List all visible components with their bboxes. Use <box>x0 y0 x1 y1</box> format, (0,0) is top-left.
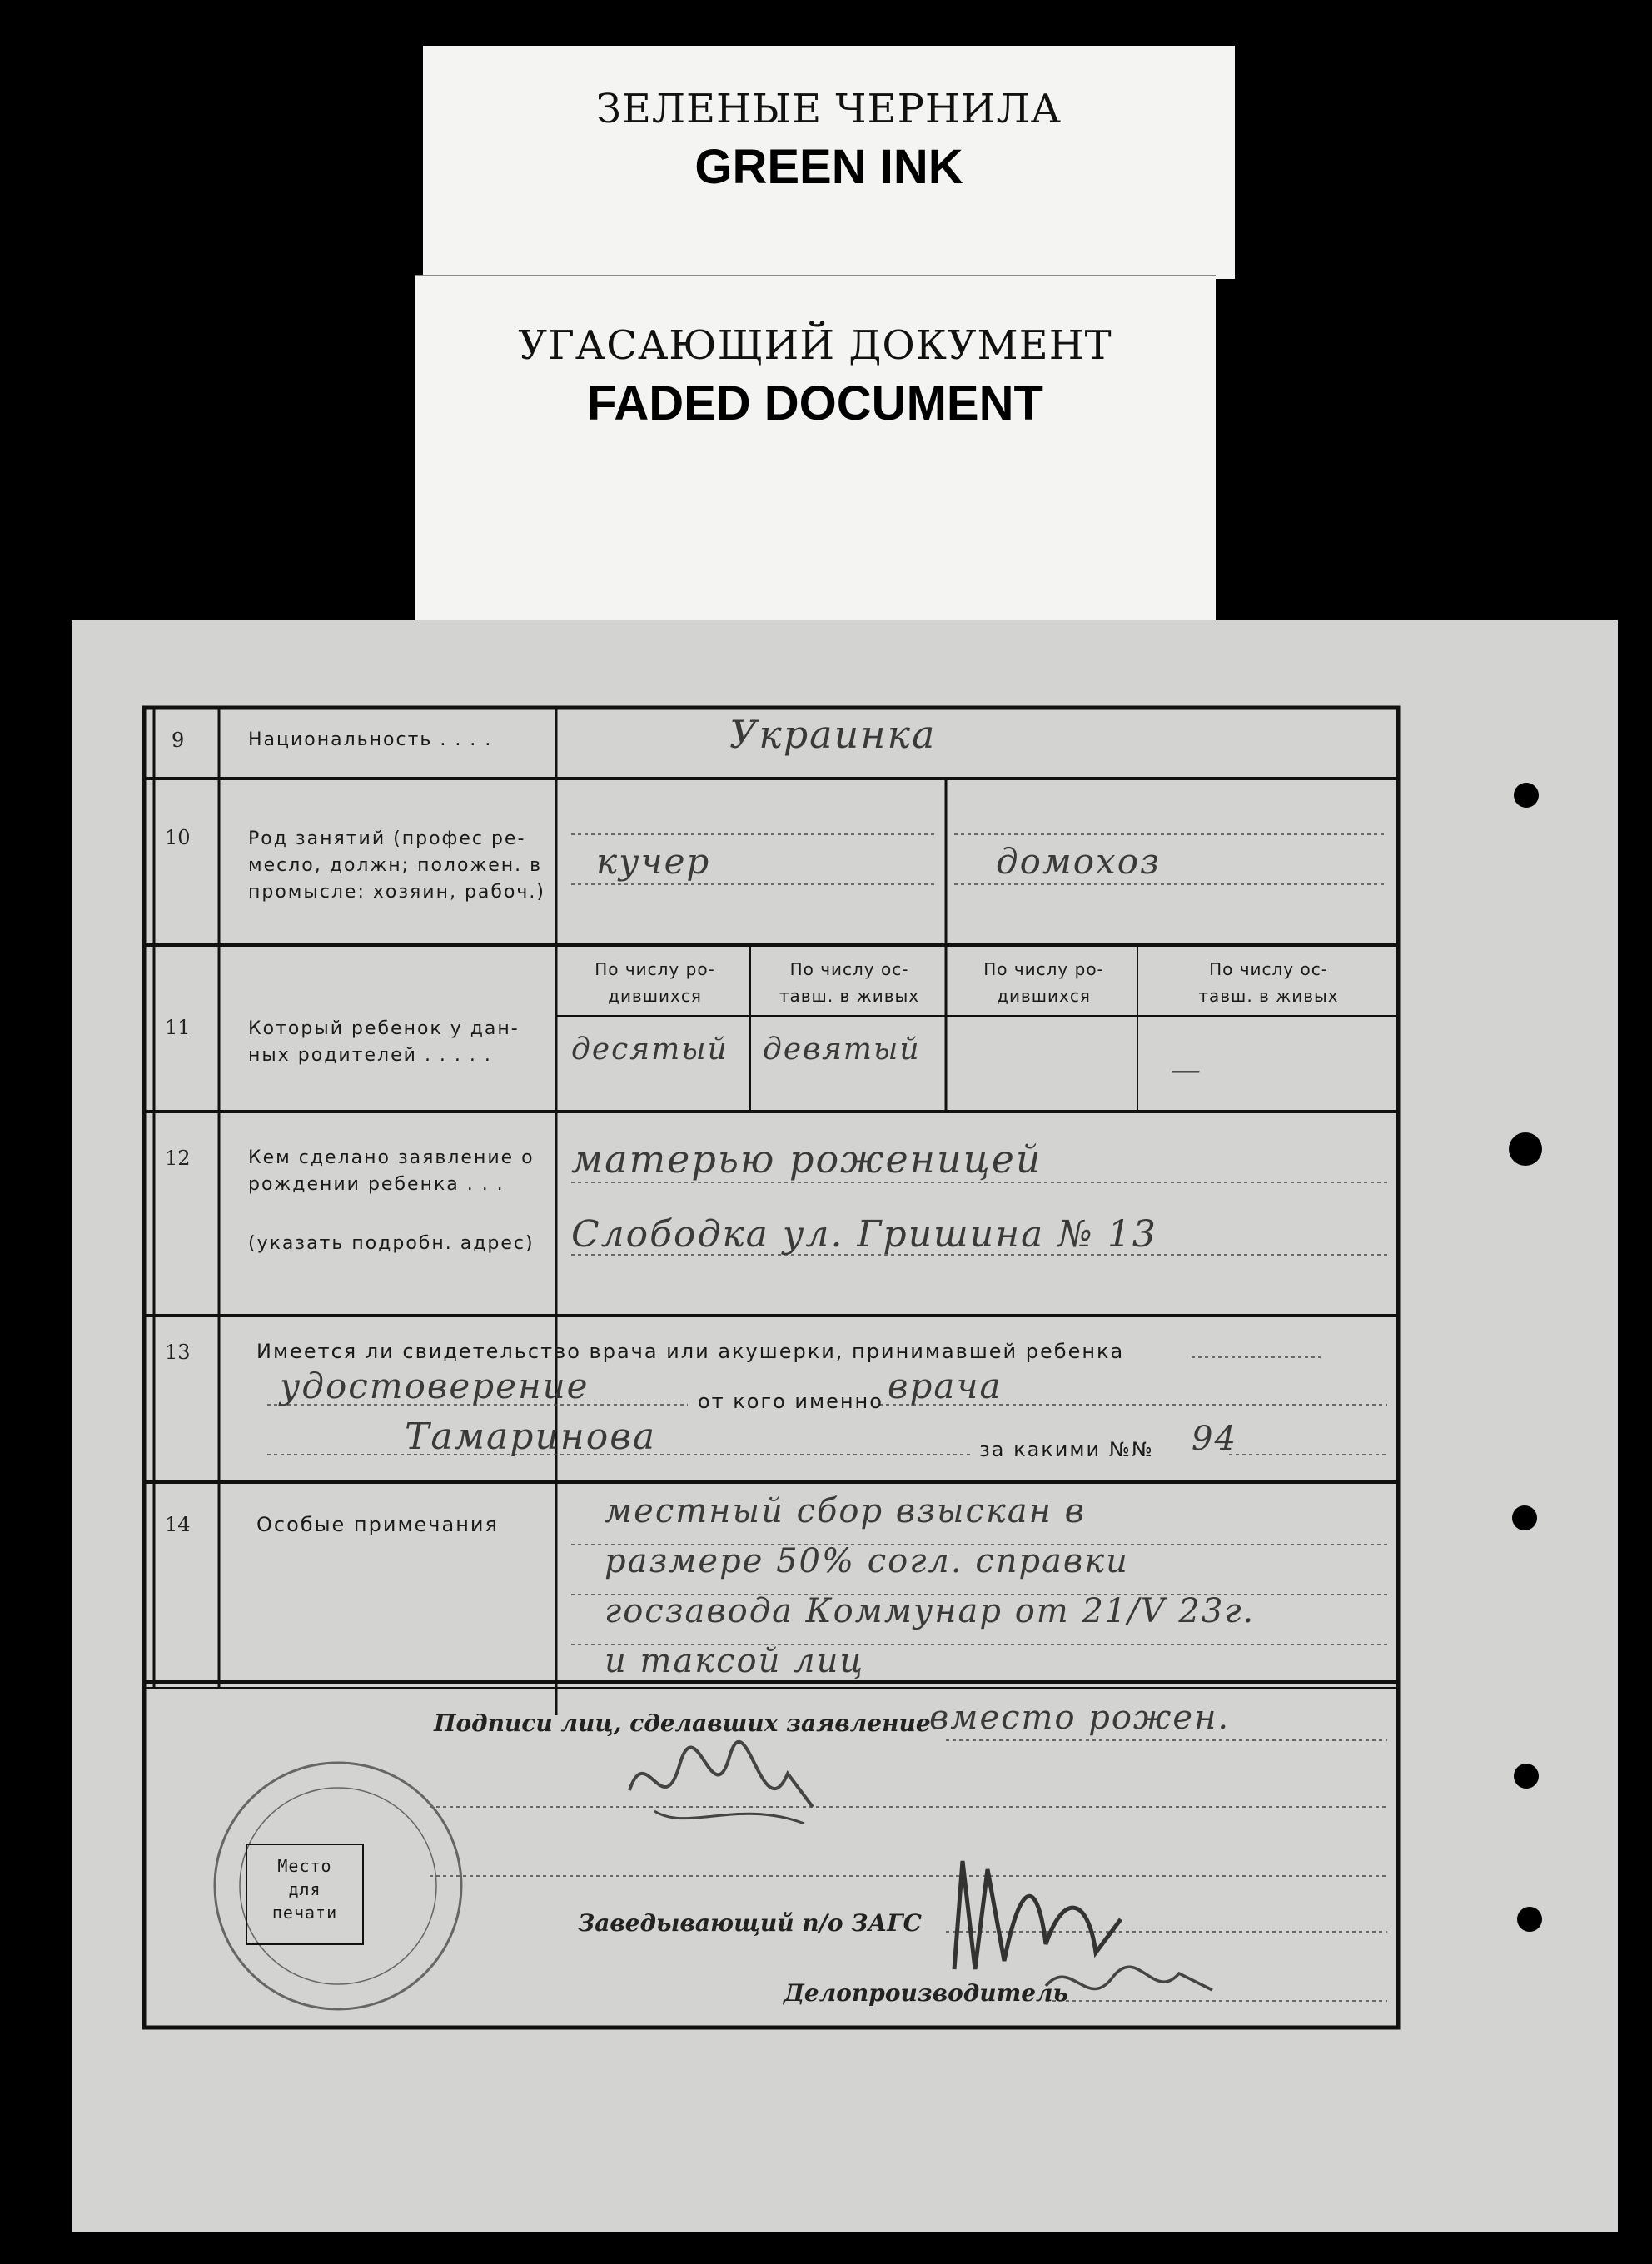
clerk-label: Делопроизводитель <box>784 1979 1069 2007</box>
seal-place-label: Место для печати <box>271 1856 338 1923</box>
certificate-number-value: 94 <box>1192 1420 1237 1458</box>
punch-hole <box>1509 1132 1542 1166</box>
nationality-value: Украинка <box>729 712 937 757</box>
alive-order-value-2: — <box>1171 1053 1202 1087</box>
applicant-signature <box>621 1732 821 1840</box>
remarks-value: местный сбор взыскан в размере 50% согл. справки госзавода Коммунар от 21/V 23г. и таксой лиц <box>605 1492 1256 1680</box>
punch-hole <box>1517 1907 1542 1932</box>
certificate-doctor-name: Тамаринова <box>405 1416 657 1458</box>
green-ink-notice <box>423 46 1235 279</box>
col-header-alive-1: По числу ос- тавш. в живых <box>779 959 920 1006</box>
punch-hole <box>1512 1505 1537 1530</box>
occupation-label: Род занятий (профес ре- месло, должн; положен. в промысле: хозяин, рабоч.) <box>248 828 546 903</box>
certificate-number-label: за какими №№ <box>979 1438 1154 1461</box>
registry-head-label: Заведывающий п/о ЗАГС <box>578 1909 922 1937</box>
address-hint-label: (указать подробн. адрес) <box>248 1233 535 1254</box>
row-number-14: 14 <box>165 1513 191 1536</box>
nationality-label: Национальность . . . . <box>248 729 493 750</box>
punch-hole <box>1514 783 1539 808</box>
declarant-value: матерью роженицей <box>571 1137 1042 1182</box>
clerk-signature <box>1037 1953 1221 2019</box>
row-number-10: 10 <box>165 826 191 849</box>
faded-document-en-label: FADED DOCUMENT <box>587 376 1043 430</box>
punch-hole <box>1514 1764 1539 1789</box>
declarant-address-value: Слободка ул. Гришина № 13 <box>571 1213 1157 1256</box>
col-header-born-2: По числу ро- дившихся <box>983 959 1104 1006</box>
certificate-issuer-value: врача <box>888 1366 1003 1406</box>
green-ink-ru-label: ЗЕЛЕНЫЕ ЧЕРНИЛА <box>596 86 1062 132</box>
certificate-question: Имеется ли свидетельство врача или акушерки, принимавшей ребенка <box>256 1340 1125 1363</box>
row-number-13: 13 <box>165 1341 191 1364</box>
col-header-born-1: По числу ро- дившихся <box>595 959 715 1006</box>
green-ink-en-label: GREEN INK <box>694 140 963 194</box>
remarks-label: Особые примечания <box>256 1513 499 1536</box>
applicant-signatures-label: Подписи лиц, сделавших заявление <box>434 1709 931 1737</box>
row-number-11: 11 <box>165 1016 191 1039</box>
faded-document-ru-label: УГАСАЮЩИЙ ДОКУМЕНТ <box>518 322 1112 369</box>
registry-form-sheet <box>72 620 1618 2232</box>
certificate-from-label: от кого именно <box>698 1390 883 1413</box>
applicant-signature-note: вместо рожен. <box>929 1699 1231 1737</box>
faded-document-notice <box>415 275 1216 626</box>
col-header-alive-2: По числу ос- тавш. в живых <box>1198 959 1339 1006</box>
mother-occupation-value: домохоз <box>996 841 1161 882</box>
row-number-12: 12 <box>165 1147 191 1170</box>
born-order-value: десятый <box>571 1032 729 1067</box>
row-number-9: 9 <box>172 729 185 752</box>
declarant-label: Кем сделано заявление о рождении ребенка . . . <box>248 1147 535 1195</box>
child-order-label: Который ребенок у дан- ных родителей . . . . . <box>248 1018 520 1066</box>
father-occupation-value: кучер <box>596 841 711 882</box>
alive-order-value: девятый <box>763 1032 921 1067</box>
certificate-value: удостоверение <box>280 1366 590 1406</box>
